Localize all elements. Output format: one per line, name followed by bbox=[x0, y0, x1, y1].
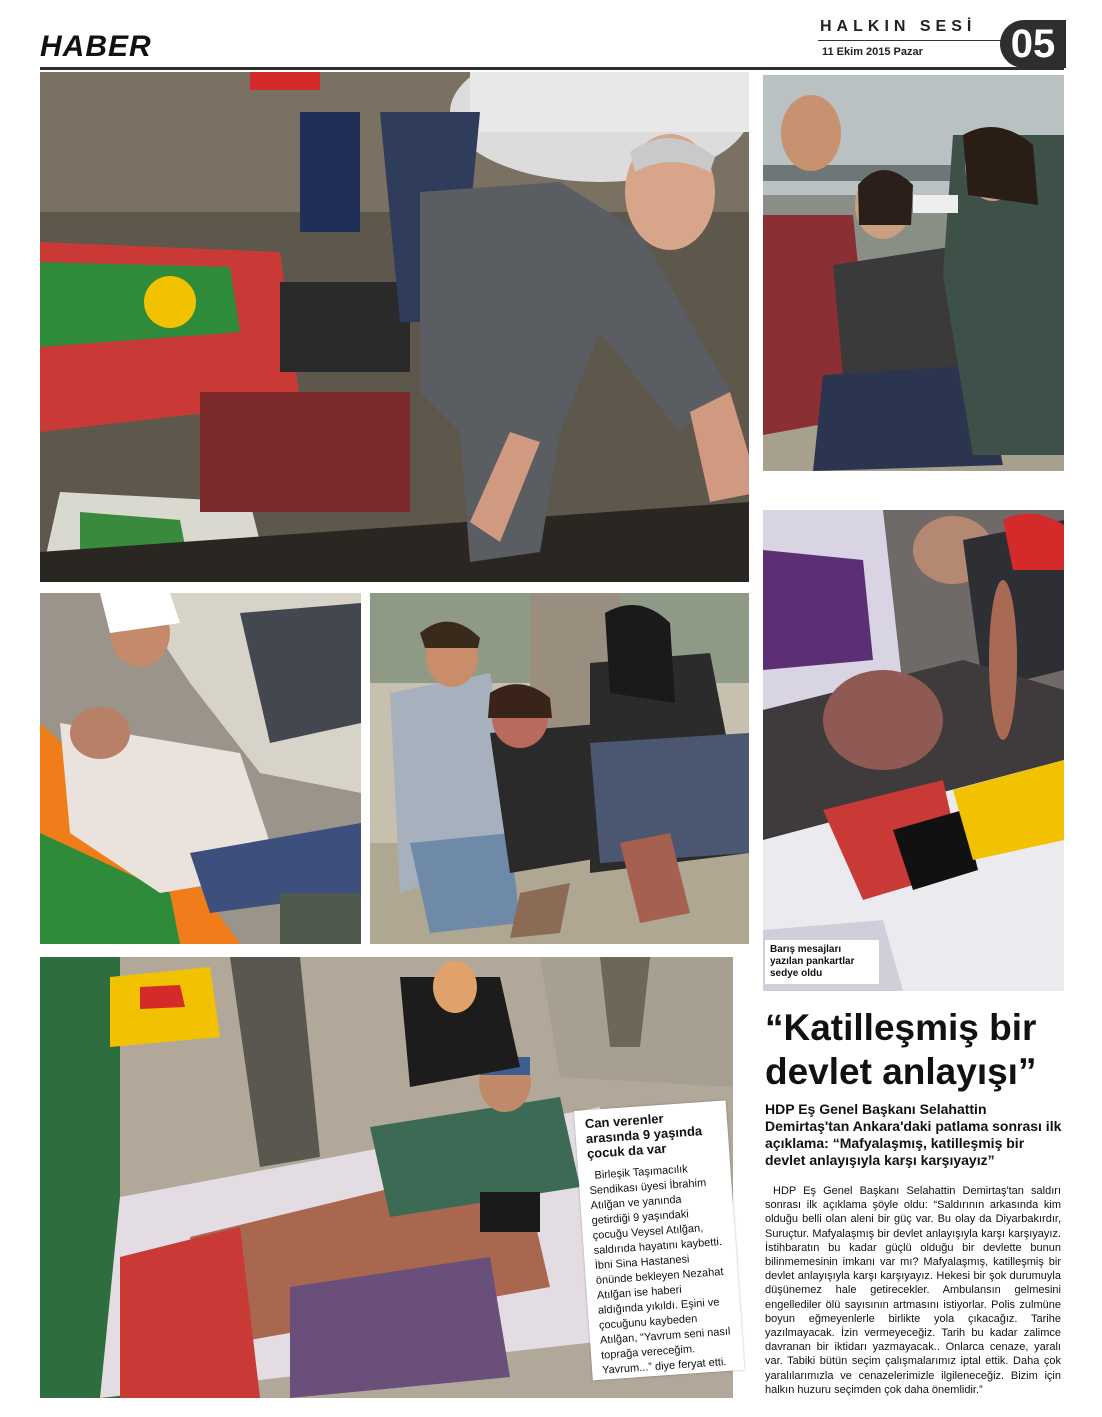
article-deck: HDP Eş Genel Başkanı Selahattin Demirtaş'tan Ankara'daki patlama sonrası ilk açıklama: “Mafyalaşmış, katilleşmiş bir devlet anlayışıyla karşı karşıyayız” bbox=[765, 1101, 1062, 1168]
photo-crying-woman bbox=[763, 75, 1064, 471]
article-body: HDP Eş Genel Başkanı Selahattin Demirtaş'tan saldırı sonrası ilk açıklama şöyle oldu: “Saldırının arkasında kim olduğu belli olan aleni bir güç var. Bu olay da Diyarbakırdır, Suruçtur. Mafyalaşmış bir devlet anlayışıyla karşı karşıyayız. İstihbaratın bu kadar güçlü olduğu bir devlette bunun bilinmemesinin imkanı var mı? Mafyalaşmış, katilleşmiş bir devlet anlayışıyla karşı karşıyayız. Hekesi bir şok durumuyla düşünemez hale getirecekler. Ambulansın gelmesini engellediler ölü sayısının artmasını istiyorlar. Polis zulmüne boyun eğmeyenlerle birlikte yola çıkacağız. Tarihe yazılmayacak. İzin vermeyeceğiz. Tarih bu kadar zalimce davranan bir iktidarı yazmayacak.. Onlarca cenaze, yaralı var. Tabiki bütün seçim çalışmalarımız iptal ettik. Daha çok yaralılarımızla ve cenazelerimizle ilgileneceğiz. Bizim için halkın huzuru seçimden çok daha önemlidir.” bbox=[765, 1185, 1061, 1396]
sidebar-body: Birleşik Taşımacılık Sendikası üyesi İbrahim Atılğan ve yanında getirdiği 9 yaşındaki çocuğu Veysel Atılğan, saldırıda hayatını kaybetti. İbni Sina Hastanesi önünde bekleyen Nezahat Atılğan ise haberi aldığında yıkıldı. Eşini ve çocuğunu kaybeden Atılğan, “Yavrum seni nasıl toprağa vereceğim. Yavrum...” diye feryat etti. bbox=[589, 1163, 731, 1377]
header-rule bbox=[40, 67, 1064, 70]
sidebar-box bbox=[574, 1100, 744, 1380]
photo-grieving-man bbox=[40, 72, 749, 582]
photo-wounded-women bbox=[370, 593, 749, 944]
photo-banner-stretchers bbox=[763, 510, 1064, 991]
sidebar-title: Can verenler arasında 9 yaşında çocuk da var bbox=[584, 1110, 703, 1162]
masthead-divider bbox=[818, 40, 1008, 41]
page-number: 05 bbox=[1000, 20, 1066, 68]
photo-caption: Barış mesajları yazılan pankartlar sedye oldu bbox=[765, 940, 879, 984]
photo-stretcher-woman bbox=[40, 593, 361, 944]
article-headline: “Katilleşmiş bir devlet anlayışı” bbox=[765, 1007, 1037, 1092]
issue-date: 11 Ekim 2015 Pazar bbox=[822, 46, 923, 58]
newspaper-name: HALKIN SESİ bbox=[820, 18, 977, 35]
section-label: HABER bbox=[40, 30, 152, 63]
